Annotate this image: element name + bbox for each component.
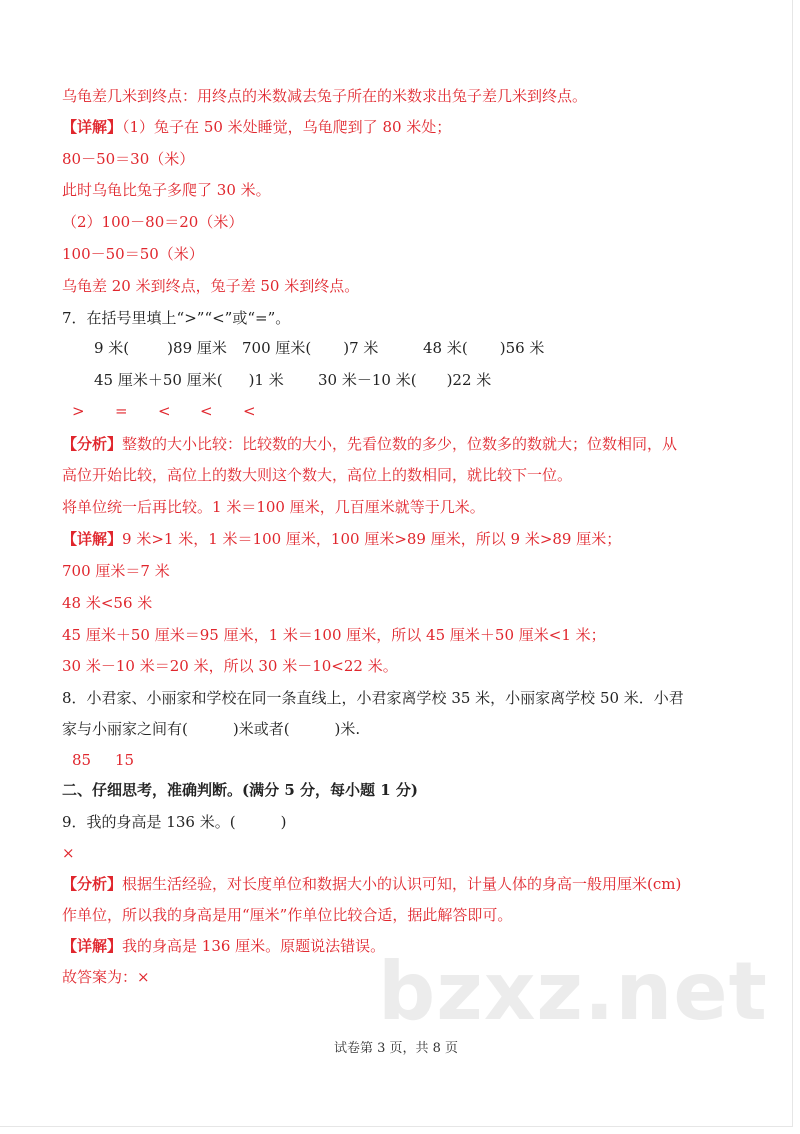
compare-item: )7 米 <box>343 339 379 357</box>
compare-item: )89 厘米 <box>167 339 227 357</box>
compare-pair <box>94 370 284 390</box>
question-9: 9．我的身高是 136 米。( ) <box>62 813 287 831</box>
answer: > <box>72 402 85 420</box>
detail-line <box>62 936 385 956</box>
answer: 85 <box>72 751 92 769</box>
watermark: bzxz.net <box>378 945 768 1038</box>
question-8-cont: 家与小丽家之间有( )米或者( )米. <box>62 720 361 738</box>
text-line: 此时乌龟比兔子多爬了 30 米。 <box>62 181 271 199</box>
answer: 15 <box>115 751 135 769</box>
text-line: 80－50＝30（米） <box>62 150 195 168</box>
text-line: 故答案为：× <box>62 968 150 986</box>
compare-item: )22 米 <box>446 371 492 389</box>
compare-item: 30 米－10 米( <box>318 371 417 389</box>
detail-tag: 【详解】 <box>62 530 123 548</box>
text-line: 乌龟差几米到终点：用终点的米数减去兔子所在的米数求出兔子差几米到终点。 <box>62 87 588 105</box>
compare-pair <box>242 338 378 358</box>
compare-item: 45 厘米＋50 厘米( <box>94 371 223 389</box>
analysis-tag: 【分析】 <box>62 435 123 453</box>
question-7: 7．在括号里填上“>”“<”或“=”。 <box>62 309 291 327</box>
analysis-tag: 【分析】 <box>62 875 123 893</box>
compare-pair <box>318 370 491 390</box>
detail-line <box>62 529 621 549</box>
answer: < <box>200 402 213 420</box>
compare-pair <box>423 338 544 358</box>
answer: × <box>62 844 75 862</box>
compare-item: 9 米( <box>94 339 130 357</box>
detail-text: （1）兔子在 50 米处睡觉，乌龟爬到了 80 米处； <box>122 118 452 136</box>
compare-item: 48 米( <box>423 339 468 357</box>
page-footer: 试卷第 3 页，共 8 页 <box>333 1041 459 1056</box>
analysis-line <box>62 874 681 894</box>
answer: = <box>115 402 128 420</box>
compare-item: 700 厘米( <box>242 339 312 357</box>
text-line: 700 厘米＝7 米 <box>62 562 170 580</box>
analysis-line <box>62 434 677 454</box>
text-line: 100－50＝50（米） <box>62 245 204 263</box>
detail-tag: 【详解】 <box>62 118 123 136</box>
compare-item: )1 米 <box>248 371 284 389</box>
text-line: 30 米－10 米＝20 米，所以 30 米－10<22 米。 <box>62 657 398 675</box>
detail-line <box>62 117 451 137</box>
analysis-text: 整数的大小比较：比较数的大小，先看位数的多少，位数多的数就大；位数相同，从 <box>122 435 678 453</box>
text-line: （2）100－80＝20（米） <box>62 213 244 231</box>
compare-item: )56 米 <box>499 339 545 357</box>
answer: < <box>243 402 256 420</box>
text-line: 将单位统一后再比较。1 米＝100 厘米，几百厘米就等于几米。 <box>62 498 485 516</box>
section-heading: 二、仔细思考，准确判断。(满分 5 分，每小题 1 分) <box>62 781 418 799</box>
compare-pair <box>94 338 227 358</box>
text-line: 48 米<56 米 <box>62 594 153 612</box>
detail-tag: 【详解】 <box>62 937 123 955</box>
answer: < <box>158 402 171 420</box>
analysis-text: 根据生活经验，对长度单位和数据大小的认识可知，计量人体的身高一般用厘米(cm) <box>122 875 682 893</box>
text-line: 45 厘米＋50 厘米＝95 厘米，1 米＝100 厘米，所以 45 厘米＋50 厘米<1 米； <box>62 626 606 644</box>
text-line: 作单位，所以我的身高是用“厘米”作单位比较合适，据此解答即可。 <box>62 906 513 924</box>
text-line: 高位开始比较，高位上的数大则这个数大，高位上的数相同，就比较下一位。 <box>62 466 573 484</box>
question-8: 8．小君家、小丽家和学校在同一条直线上，小君家离学校 35 米，小丽家离学校 50 米．小君 <box>62 689 684 707</box>
detail-text: 我的身高是 136 厘米。原题说法错误。 <box>122 937 386 955</box>
text-line: 乌龟差 20 米到终点，兔子差 50 米到终点。 <box>62 277 360 295</box>
detail-text: 9 米>1 米，1 米＝100 厘米，100 厘米>89 厘米，所以 9 米>89 厘米； <box>122 530 622 548</box>
